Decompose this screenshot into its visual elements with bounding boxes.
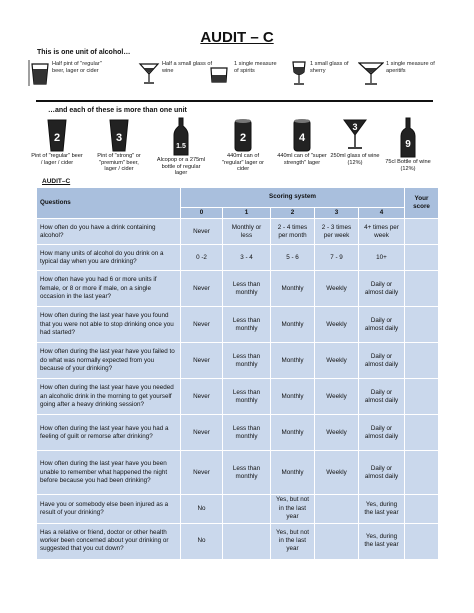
drink-label: Pint of "regular" beer / lager / cider [31,153,83,166]
score-option-cell: 3 - 4 [223,245,271,271]
score-option-cell: Less than monthly [223,271,271,307]
score-column-header: 1 [223,208,271,219]
unit-label: 1 single measure of aperitifs [386,61,435,74]
unit-label: 1 single measure of spirits [234,61,277,74]
question-cell: Has a relative or friend, doctor or other health worker been concerned about your drinking or suggested that you cut down? [37,523,181,559]
score-option-cell: Yes, during the last year [359,523,405,559]
question-cell: How often have you had 6 or more units if female, or 8 or more if male, on a single occasion in the last year? [37,271,181,307]
pint-glass-icon [46,117,68,153]
your-score-cell[interactable] [405,495,439,523]
question-cell: How often during the last year have you been unable to remember what happened the night before because you had been drinking? [37,451,181,495]
question-cell: How often do you have a drink containing alcohol? [37,219,181,245]
audit-c-label: AUDIT–C [42,178,71,185]
scoring-header: Scoring system [181,188,405,208]
score-option-cell: Never [181,379,223,415]
score-option-cell: Monthly [271,415,315,451]
wine-glass-icon [138,60,160,86]
score-option-cell [315,523,359,559]
wine-glass-icon [342,117,368,153]
question-cell: How often during the last year have you had a feeling of guilt or remorse after drinking? [37,415,181,451]
score-option-cell: Monthly [271,451,315,495]
bottle-icon [171,117,191,157]
question-cell: How often during the last year have you found that you were not able to stop drinking once you had started? [37,307,181,343]
score-option-cell: Monthly or less [223,219,271,245]
table-row [37,307,439,343]
question-cell: Have you or somebody else been injured as a result of your drinking? [37,495,181,523]
score-option-cell: Monthly [271,307,315,343]
score-option-cell: Less than monthly [223,307,271,343]
unit-label: Half pint of "regular" beer, lager or cider [52,61,102,74]
page-title: AUDIT – C [200,29,274,46]
score-option-cell [223,495,271,523]
score-option-cell: 2 - 4 times per month [271,219,315,245]
one-unit-row [28,58,438,100]
table-row [37,245,439,271]
table-row [37,495,439,523]
score-option-cell: Weekly [315,415,359,451]
score-option-cell [315,495,359,523]
score-option-cell [223,523,271,559]
aperitif-glass-icon [358,60,384,88]
score-option-cell: Yes, but not in the last year [271,495,315,523]
your-score-header: Your score [405,188,439,219]
drink-label: 440ml can of "regular" lager or cider [222,153,264,173]
drink-row [31,117,446,187]
one-unit-heading: This is one unit of alcohol… [37,49,131,56]
score-option-cell: Yes, but not in the last year [271,523,315,559]
score-option-cell: Less than monthly [223,379,271,415]
drink-label: Alcopop or a 275ml bottle of regular lager [156,157,206,177]
your-score-cell[interactable] [405,245,439,271]
score-option-cell: Weekly [315,451,359,495]
can-icon [233,117,253,153]
sherry-glass-icon [290,60,308,88]
drink-wine-bottle [382,117,434,172]
drink-can-super [276,117,328,166]
table-row [37,415,439,451]
score-option-cell: No [181,495,223,523]
drink-label: Pint of "strong" or "premium" beer, lager / cider [97,153,141,173]
score-option-cell: Weekly [315,307,359,343]
drink-units: 2 [53,132,61,144]
score-option-cell: Daily or almost daily [359,451,405,495]
drink-wine-glass [329,117,381,166]
drink-units: 3 [352,122,358,132]
table-row [37,523,439,559]
your-score-cell[interactable] [405,307,439,343]
your-score-cell[interactable] [405,379,439,415]
drink-pint-strong [93,117,145,173]
wine-bottle-icon [399,117,417,159]
score-option-cell: Daily or almost daily [359,271,405,307]
audit-table [36,187,439,560]
unit-label: Half a small glass of wine [162,61,213,74]
drink-label: 440ml can of "super strength" lager [277,153,327,166]
drink-units: 9 [405,139,411,150]
your-score-cell[interactable] [405,343,439,379]
your-score-cell[interactable] [405,219,439,245]
can-icon [292,117,312,153]
score-option-cell: Monthly [271,379,315,415]
score-option-cell: Monthly [271,271,315,307]
table-row [37,219,439,245]
table-row [37,343,439,379]
score-option-cell: 7 - 9 [315,245,359,271]
score-column-header: 2 [271,208,315,219]
score-option-cell: Less than monthly [223,343,271,379]
score-option-cell: Daily or almost daily [359,415,405,451]
your-score-cell[interactable] [405,415,439,451]
score-option-cell: Less than monthly [223,451,271,495]
drink-units: 3 [115,132,123,144]
score-option-cell: Weekly [315,271,359,307]
spirits-glass-icon [208,60,230,86]
table-row [37,451,439,495]
score-option-cell: Never [181,343,223,379]
score-option-cell: Never [181,271,223,307]
score-option-cell: Weekly [315,379,359,415]
score-option-cell: Monthly [271,343,315,379]
drink-label: 75cl Bottle of wine (12%) [385,159,431,172]
drink-can-regular [217,117,269,173]
score-column-header: 4 [359,208,405,219]
question-cell: How often during the last year have you failed to do what was normally expected from you because of your drinking? [37,343,181,379]
your-score-cell[interactable] [405,523,439,559]
score-option-cell: Less than monthly [223,415,271,451]
your-score-cell[interactable] [405,451,439,495]
table-row [37,379,439,415]
half-pint-glass-icon [28,60,50,86]
score-option-cell: 4+ times per week [359,219,405,245]
questions-header: Questions [37,188,181,219]
header-row [37,188,439,208]
drink-units: 2 [239,132,247,144]
score-option-cell: 0 -2 [181,245,223,271]
drink-alcopop [155,117,207,177]
drink-units: 4 [298,132,306,144]
score-option-cell: 10+ [359,245,405,271]
drink-label: 250ml glass of wine (12%) [330,153,380,166]
score-option-cell: Yes, during the last year [359,495,405,523]
question-cell: How often during the last year have you needed an alcoholic drink in the morning to get yourself going after a heavy drinking session? [37,379,181,415]
score-option-cell: Daily or almost daily [359,307,405,343]
drink-pint-regular [31,117,83,166]
question-cell: How many units of alcohol do you drink on a typical day when you are drinking? [37,245,181,271]
score-option-cell: Daily or almost daily [359,343,405,379]
score-option-cell: Never [181,219,223,245]
score-column-header: 0 [181,208,223,219]
more-than-one-unit-heading: …and each of these is more than one unit [48,107,187,114]
drink-units: 1.5 [176,143,186,150]
score-option-cell: Daily or almost daily [359,379,405,415]
your-score-cell[interactable] [405,271,439,307]
score-option-cell: Weekly [315,343,359,379]
score-option-cell: Never [181,451,223,495]
score-option-cell: 2 - 3 times per week [315,219,359,245]
score-option-cell: Never [181,415,223,451]
pint-glass-icon [108,117,130,153]
score-column-header: 3 [315,208,359,219]
divider [36,100,433,102]
score-option-cell: 5 - 6 [271,245,315,271]
score-option-cell: Never [181,307,223,343]
table-row [37,271,439,307]
unit-label: 1 small glass of sherry [310,61,349,74]
score-option-cell: No [181,523,223,559]
